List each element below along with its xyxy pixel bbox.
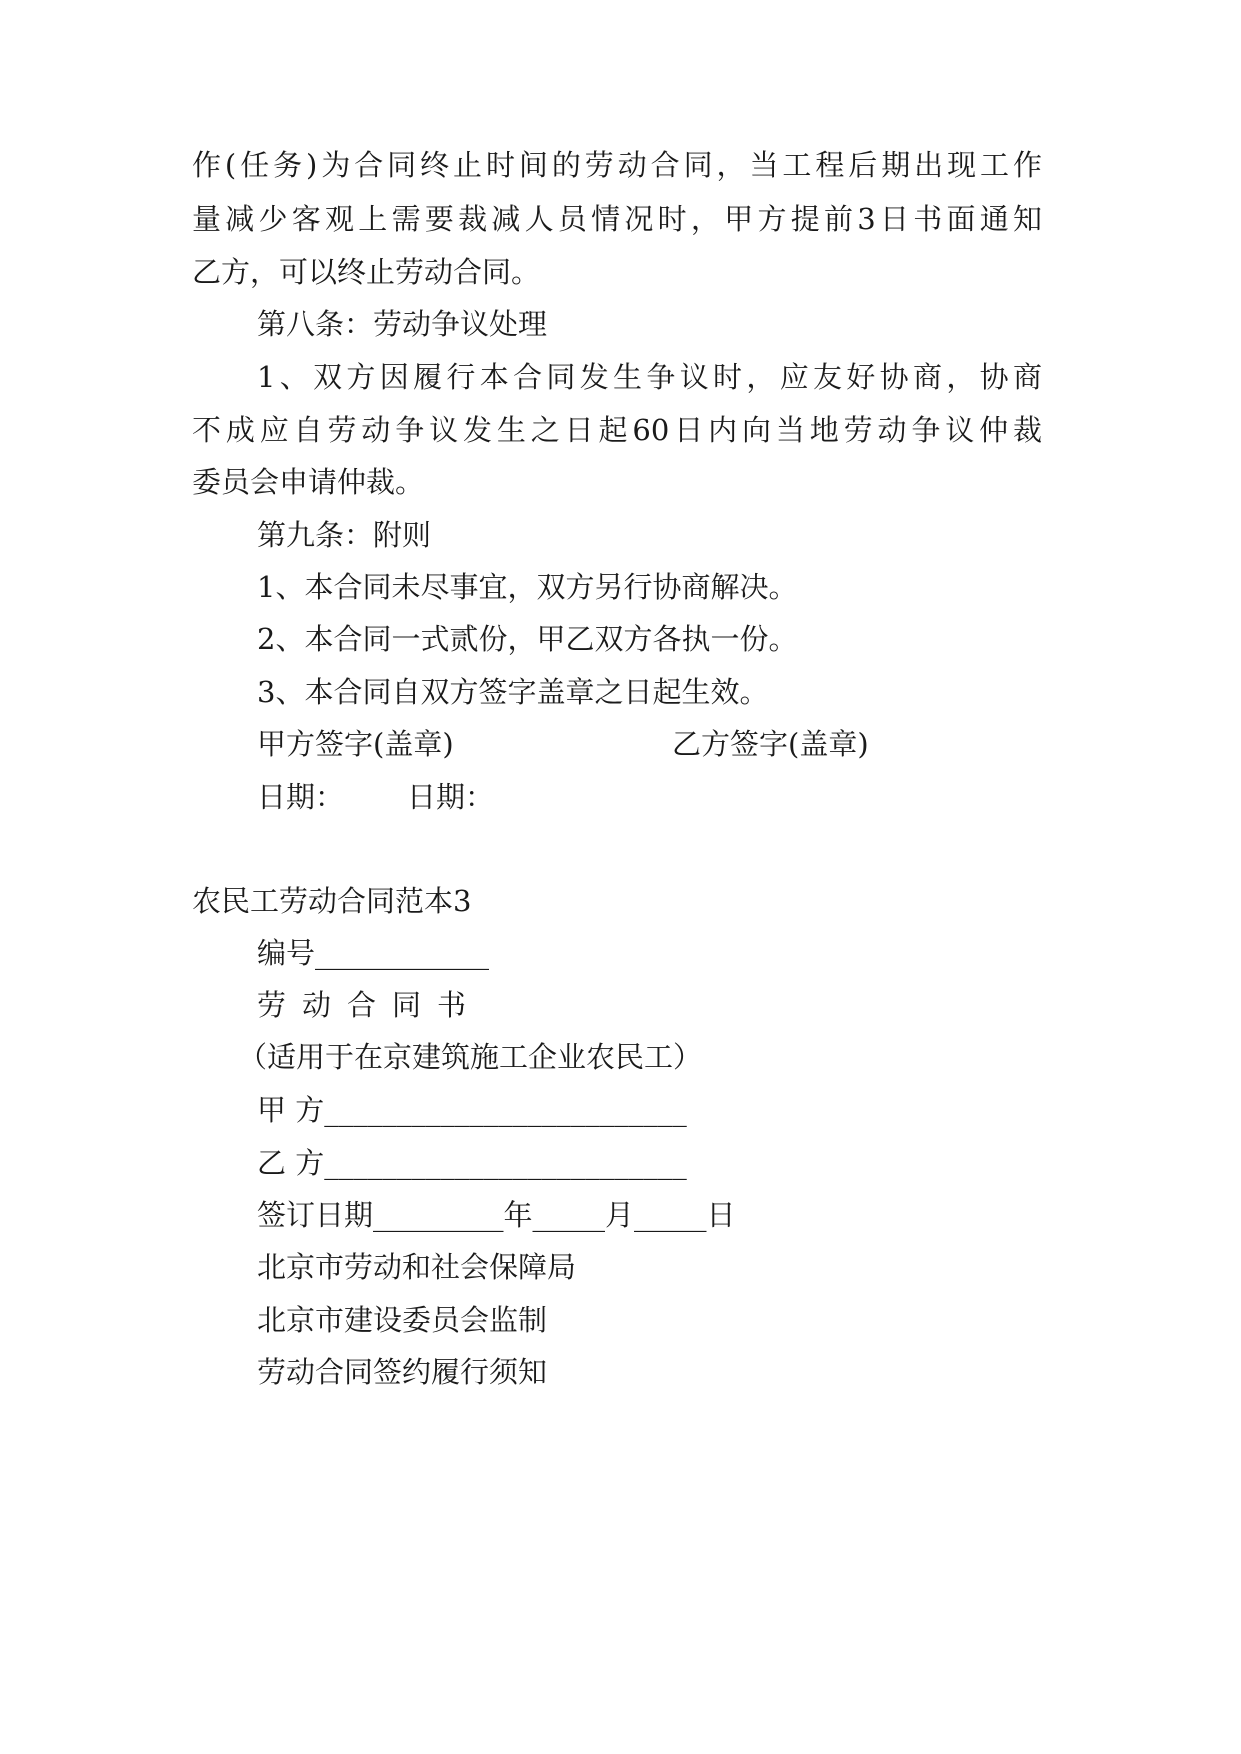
section-title: 农民工劳动合同范本3 [192, 884, 472, 918]
issuer-line: 北京市劳动和社会保障局 [257, 1250, 577, 1284]
contract-doc-title: 劳动合同书 [257, 988, 483, 1022]
signature-row [257, 724, 869, 764]
applicability-note: （适用于在京建筑施工企业农民工） [238, 1040, 703, 1074]
issuer-line: 北京市建设委员会监制 [257, 1303, 548, 1337]
paragraph-line: 乙方，可以终止劳动合同。 [192, 255, 541, 289]
paragraph-line: 量减少客观上需要裁减人员情况时，甲方提前3日书面通知 [192, 202, 1042, 236]
sign-date-field-line: 签订日期_________年_____月_____日 [257, 1198, 736, 1232]
signature-date-row [257, 777, 495, 817]
party-a-signature-label: 甲方签字(盖章) [257, 727, 454, 761]
article-9-heading: 第九条：附则 [257, 518, 432, 552]
paragraph-line: 作(任务)为合同终止时间的劳动合同，当工程后期出现工作 [192, 148, 1042, 182]
article-9-item: 1、本合同未尽事宜，双方另行协商解决。 [257, 570, 798, 604]
article-8-heading: 第八条：劳动争议处理 [257, 307, 548, 341]
article-9-item: 2、本合同一式贰份，甲乙双方各执一份。 [257, 622, 798, 656]
party-b-signature-label: 乙方签字(盖章) [672, 727, 869, 761]
party-a-field-line: 甲 方_________________________ [257, 1093, 687, 1127]
article-9-item: 3、本合同自双方签字盖章之日起生效。 [257, 675, 769, 709]
party-b-field-line: 乙 方_________________________ [257, 1146, 687, 1180]
party-a-date-label: 日期： [257, 780, 345, 814]
article-8-item-1-line: 1、双方因履行本合同发生争议时，应友好协商，协商 [257, 360, 1042, 394]
article-8-item-1-line: 委员会申请仲裁。 [192, 465, 425, 499]
notice-heading: 劳动合同签约履行须知 [257, 1355, 548, 1389]
article-8-item-1-line: 不成应自劳动争议发生之日起60日内向当地劳动争议仲裁 [192, 413, 1042, 447]
party-b-date-label: 日期： [407, 780, 495, 814]
contract-number-line: 编号____________ [257, 936, 490, 970]
